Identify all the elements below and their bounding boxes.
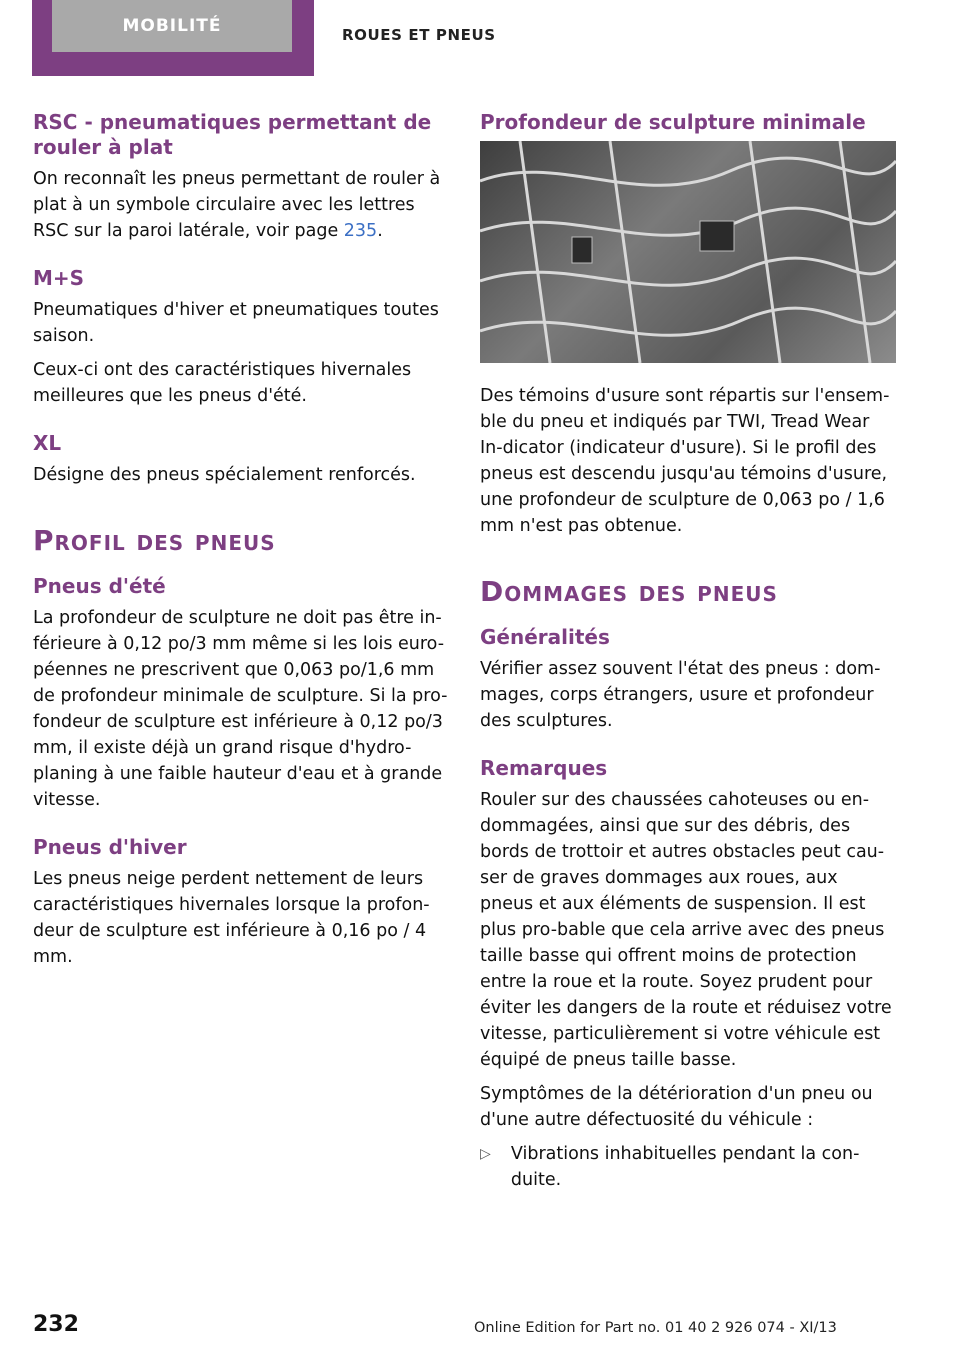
left-column [33,110,449,978]
ms-paragraph-2: Ceux-ci ont des caractéristiques hivernales meilleures que les pneus d'été. [33,360,412,406]
edition-footer: Online Edition for Part no. 01 40 2 926 074 - XI/13 [474,1320,837,1336]
bullet-text: Vibrations inhabituelles pendant la con-duite. [510,1144,860,1190]
min-depth-paragraph: Des témoins d'usure sont répartis sur l'ensem-ble du pneu et indiqués par TWI, Tread Wear In-dicator (indicateur d'usure). Si le profil des pneus est descendu jusqu'au témoins d'usure, une profondeur de sculpture de 0,063 po / 1,6 mm n'est pas obtenue. [480,386,890,536]
tire-tread-image [480,141,896,363]
xl-heading: XL [33,431,62,455]
rsc-text: On reconnaît les pneus permettant de rouler à plat à un symbole circulaire avec les lettres RSC sur la paroi latérale, voir page [33,169,441,241]
rsc-text-end: . [377,221,383,241]
generalites-heading: Généralités [480,625,610,649]
rsc-heading: RSC - pneumatiques permettant de rouler à plat [33,110,432,159]
remarques-paragraph: Rouler sur des chaussées cahoteuses ou en-dommagées, ainsi que sur des débris, des bords de trottoir et autres obstacles peut cau-ser de graves dommages aux roues, aux pneus et aux éléments de suspension. Il est plus pro-bable que cela arrive avec des pneus taille basse qui offrent moins de protection entre la roue et la route. Soyez prudent pour éviter les dangers de la route et réduisez votre vitesse, particulièrement si votre véhicule est équipé de pneus taille basse. [480,790,892,1070]
hiver-heading: Pneus d'hiver [33,835,187,859]
triangle-bullet-icon: ▷ [480,1146,491,1162]
remarques-heading: Remarques [480,756,608,780]
ms-paragraph-1: Pneumatiques d'hiver et pneumatiques toutes saison. [33,300,439,346]
right-column [480,110,896,1193]
min-depth-heading: Profondeur de sculpture minimale [480,110,866,134]
page-link-235[interactable]: 235 [343,221,378,241]
ete-heading: Pneus d'été [33,574,166,598]
tread-illustration-icon [480,141,896,363]
list-item [480,1141,896,1193]
section-title: ROUES ET PNEUS [342,26,496,44]
ms-heading: M+S [33,266,85,290]
generalites-paragraph: Vérifier assez souvent l'état des pneus : dom-mages, corps étrangers, usure et profondeur des sculptures. [480,659,881,731]
rsc-paragraph [33,166,449,244]
xl-paragraph: Désigne des pneus spécialement renforcés. [33,465,416,485]
page-number: 232 [33,1312,79,1337]
symptomes-paragraph: Symptômes de la détérioration d'un pneu ou d'une autre défectuosité du véhicule : [480,1084,873,1130]
hiver-paragraph: Les pneus neige perdent nettement de leurs caractéristiques hivernales lorsque la profon-deur de sculpture est inférieure à 0,16 po / 4 mm. [33,869,430,967]
chapter-tab[interactable]: MOBILITÉ [52,0,292,52]
dommages-heading: Dommages des pneus [480,575,778,608]
profil-heading: Profil des pneus [33,524,276,557]
ete-paragraph: La profondeur de sculpture ne doit pas être in-férieure à 0,12 po/3 mm même si les lois euro-péennes ne prescrivent que 0,063 po/1,6 mm de profondeur minimale de sculpture. Si la pro-fondeur de sculpture est inférieure à 0,12 po/3 mm, il existe déjà un grand risque d'hydro-planing à une faible hauteur d'eau et à grande vitesse. [33,608,448,810]
